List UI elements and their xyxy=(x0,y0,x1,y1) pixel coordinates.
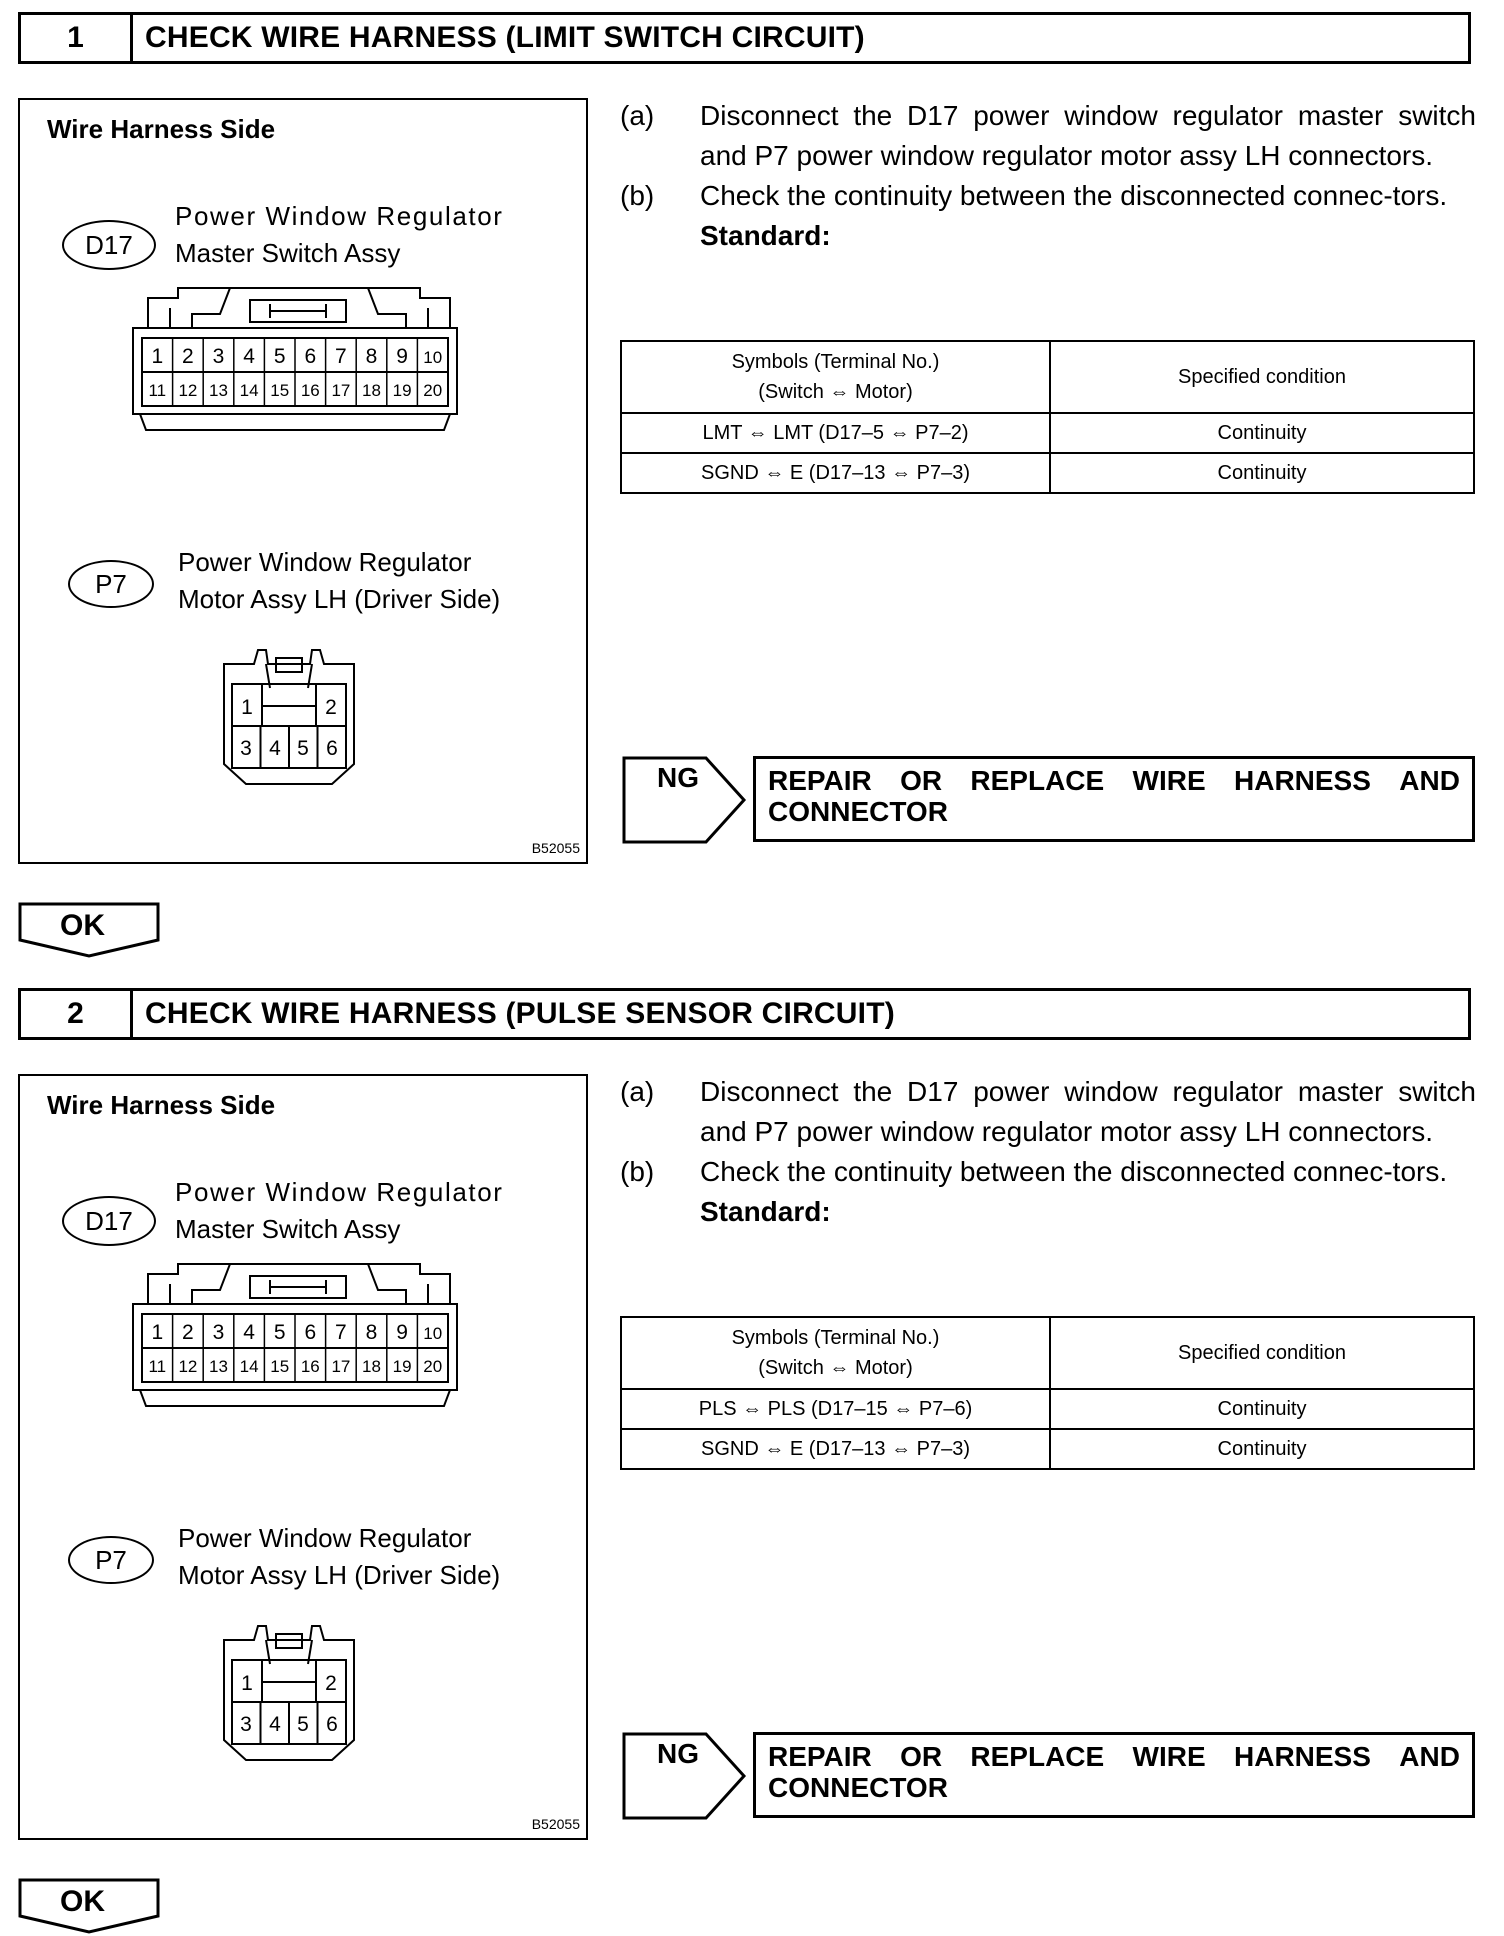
pin-label: 6 xyxy=(326,1713,338,1736)
ng-label: NG xyxy=(657,1738,699,1769)
table-header-cell: Specified condition xyxy=(1050,1317,1474,1389)
table-row xyxy=(621,453,1474,493)
table-header-cell: Symbols (Terminal No.) (Switch ⇔ Motor) xyxy=(621,341,1050,413)
pin-label: 19 xyxy=(392,381,412,400)
pin-label: 5 xyxy=(273,345,286,368)
pin-label: 5 xyxy=(273,1321,286,1344)
pin-label: 3 xyxy=(240,1713,252,1736)
connector-label: Power Window Regulator Master Switch Assy xyxy=(175,201,504,268)
pin-label: 3 xyxy=(212,345,225,368)
pin-label: 6 xyxy=(304,1321,317,1344)
pin-label: 2 xyxy=(325,1672,337,1695)
instructions xyxy=(620,1072,1476,1232)
instruction-item: (b) Check the continuity between the disconnected connec-tors. xyxy=(620,1156,1448,1187)
standard-label: Standard: xyxy=(700,220,831,251)
connector-code-badge: D17 xyxy=(62,1196,156,1246)
table-cell: PLS ⇔ PLS (D17–15 ⇔ P7–6) xyxy=(621,1389,1050,1429)
pin-label: 1 xyxy=(151,345,164,368)
pin-label: 1 xyxy=(241,696,253,719)
step-number: 1 xyxy=(21,15,133,61)
standard-label: Standard: xyxy=(700,1196,831,1227)
pin-label: 5 xyxy=(297,1713,309,1736)
step-2 xyxy=(0,976,1504,1936)
pin-label: 3 xyxy=(240,737,252,760)
table-header-row xyxy=(621,1317,1474,1389)
pin-label: 9 xyxy=(396,1321,408,1344)
pin-label: 17 xyxy=(331,1357,351,1376)
pin-label: 2 xyxy=(325,696,337,719)
pin-label: 4 xyxy=(269,1713,281,1736)
pin-label: 3 xyxy=(212,1321,225,1344)
pin-label: 19 xyxy=(392,1357,412,1376)
pin-label: 10 xyxy=(423,348,443,367)
pin-label: 13 xyxy=(209,1357,228,1376)
table-cell: LMT ⇔ LMT (D17–5 ⇔ P7–2) xyxy=(621,413,1050,453)
step-title: CHECK WIRE HARNESS (LIMIT SWITCH CIRCUIT) xyxy=(145,21,865,54)
step-header xyxy=(18,988,1471,1040)
pin-label: 20 xyxy=(423,381,443,400)
p7-connector-diagram xyxy=(214,644,364,794)
table-cell: SGND ⇔ E (D17–13 ⇔ P7–3) xyxy=(621,1429,1050,1469)
table-cell: Continuity xyxy=(1050,1429,1474,1469)
specification-table xyxy=(620,1316,1475,1470)
pin-label: 1 xyxy=(241,1672,253,1695)
pin-label: 1 xyxy=(151,1321,164,1344)
pin-label: 7 xyxy=(335,345,347,368)
ng-label: NG xyxy=(657,762,699,793)
pin-label: 16 xyxy=(300,1357,320,1376)
pin-label: 14 xyxy=(239,381,259,400)
table-row xyxy=(621,413,1474,453)
ng-action-box: REPAIR OR REPLACE WIRE HARNESS AND CONNECTOR xyxy=(753,1732,1475,1818)
instruction-item: (a) Disconnect the D17 power window regulator master switch and P7 power window regulator motor assy LH connectors. xyxy=(620,100,1476,171)
step-title: CHECK WIRE HARNESS (PULSE SENSOR CIRCUIT) xyxy=(145,997,895,1030)
figure-title: Wire Harness Side xyxy=(47,1090,276,1120)
table-cell: SGND ⇔ E (D17–13 ⇔ P7–3) xyxy=(621,453,1050,493)
pin-label: 10 xyxy=(423,1324,443,1343)
pin-label: 8 xyxy=(365,345,378,368)
pin-label: 20 xyxy=(423,1357,443,1376)
instruction-item: (a) Disconnect the D17 power window regulator master switch and P7 power window regulator motor assy LH connectors. xyxy=(620,1076,1476,1147)
figure-id: B52055 xyxy=(531,1816,580,1832)
pin-label: 6 xyxy=(304,345,317,368)
connector-code-badge: P7 xyxy=(68,1536,154,1584)
figure-title: Wire Harness Side xyxy=(47,114,276,144)
pin-label: 2 xyxy=(182,345,194,368)
connector-figure xyxy=(18,98,588,864)
connector-figure xyxy=(18,1074,588,1840)
table-cell: Continuity xyxy=(1050,453,1474,493)
pin-label: 11 xyxy=(148,1357,167,1376)
specification-table xyxy=(620,340,1475,494)
pin-label: 17 xyxy=(331,381,351,400)
instruction-item: (b) Check the continuity between the disconnected connec-tors. xyxy=(620,180,1448,211)
ok-label: OK xyxy=(60,909,105,942)
pin-label: 13 xyxy=(209,381,228,400)
pin-label: 7 xyxy=(335,1321,347,1344)
d17-connector-diagram xyxy=(130,1254,460,1424)
pin-label: 18 xyxy=(362,1357,381,1376)
pin-label: 4 xyxy=(243,345,255,368)
pin-label: 18 xyxy=(362,381,381,400)
pin-label: 8 xyxy=(365,1321,378,1344)
instructions xyxy=(620,96,1476,256)
step-number: 2 xyxy=(21,991,133,1037)
pin-label: 9 xyxy=(396,345,408,368)
ok-label: OK xyxy=(60,1885,105,1918)
step-header xyxy=(18,12,1471,64)
connector-label: Power Window Regulator Master Switch Assy xyxy=(175,1177,504,1244)
pin-label: 15 xyxy=(270,381,290,400)
pin-label: 6 xyxy=(326,737,338,760)
pin-label: 11 xyxy=(148,381,167,400)
connector-code-badge: D17 xyxy=(62,220,156,270)
pin-label: 2 xyxy=(182,1321,194,1344)
step-1 xyxy=(0,0,1504,960)
table-header-cell: Symbols (Terminal No.) (Switch ⇔ Motor) xyxy=(621,1317,1050,1389)
table-cell: Continuity xyxy=(1050,1389,1474,1429)
table-cell: Continuity xyxy=(1050,413,1474,453)
table-header-cell: Specified condition xyxy=(1050,341,1474,413)
connector-label: Power Window Regulator Motor Assy LH (Driver Side) xyxy=(178,1523,501,1590)
ng-action-box: REPAIR OR REPLACE WIRE HARNESS AND CONNECTOR xyxy=(753,756,1475,842)
pin-label: 12 xyxy=(178,381,198,400)
table-header-row xyxy=(621,341,1474,413)
figure-id: B52055 xyxy=(531,840,580,856)
pin-label: 4 xyxy=(243,1321,255,1344)
d17-connector-diagram xyxy=(130,278,460,448)
pin-label: 16 xyxy=(300,381,320,400)
pin-label: 14 xyxy=(239,1357,259,1376)
table-row xyxy=(621,1389,1474,1429)
connector-code-badge: P7 xyxy=(68,560,154,608)
pin-label: 4 xyxy=(269,737,281,760)
pin-label: 5 xyxy=(297,737,309,760)
p7-connector-diagram xyxy=(214,1620,364,1770)
table-row xyxy=(621,1429,1474,1469)
pin-label: 15 xyxy=(270,1357,290,1376)
pin-label: 12 xyxy=(178,1357,198,1376)
connector-label: Power Window Regulator Motor Assy LH (Driver Side) xyxy=(178,547,501,614)
